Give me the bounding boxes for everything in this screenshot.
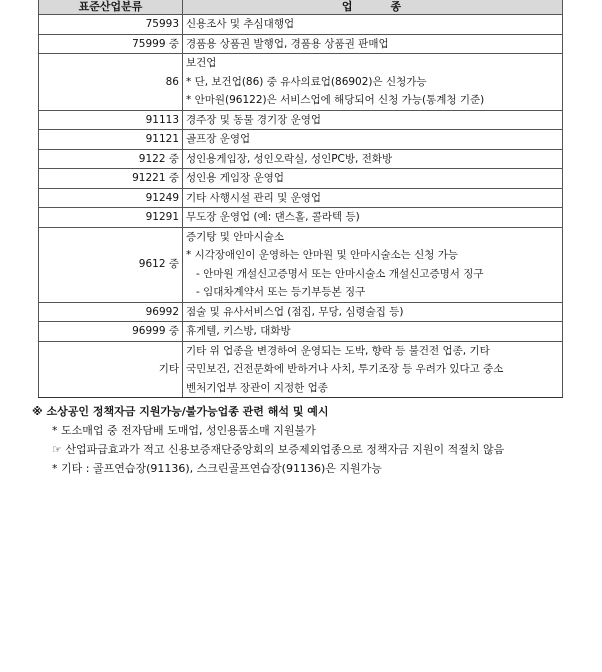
table-row [39,227,563,302]
business-type-cell [183,341,563,398]
table-row [39,302,563,322]
industry-code-cell: 96992 [39,302,183,322]
notes-section [32,402,572,478]
table-row [39,341,563,398]
business-type-cell [183,208,563,228]
business-type-cell [183,149,563,169]
business-line: 휴게텔, 키스방, 대화방 [186,325,291,337]
business-line: 성인용게임장, 성인오락실, 성인PC방, 전화방 [186,152,393,165]
business-type-cell [183,169,563,189]
business-line: 무도장 운영업 (예: 댄스홀, 콜라텍 등) [186,211,360,223]
industry-code-cell: 96999 중 [39,322,183,342]
business-type-cell [183,302,563,322]
table-header-row [39,0,563,15]
notes-item: ☞ 산업파급효과가 적고 신용보증재단중앙회의 보증제외업종으로 정책자금 지원이 적절치 않음 [52,443,505,456]
header-industry-code: 표준산업분류 [39,0,183,15]
industry-code-cell: 75999 중 [39,34,183,54]
business-type-cell [183,227,563,302]
business-type-cell [183,110,563,130]
industry-code-cell: 9612 중 [39,227,183,302]
business-line: 신용조사 및 추심대행업 [186,18,295,30]
industry-code-cell: 75993 [39,15,183,35]
table-row [39,208,563,228]
industry-code-cell: 91121 [39,130,183,150]
table-row [39,34,563,54]
business-line: * 안마원(96122)은 서비스업에 해당되어 신청 가능(통계청 기준) [186,94,485,106]
business-line: * 시각장애인이 운영하는 안마원 및 안마시술소는 신청 가능 [186,249,459,261]
business-line: 성인용 게임장 운영업 [186,172,284,184]
business-type-cell [183,15,563,35]
notes-item: * 도소매업 중 전자담배 도매업, 성인용품소매 지원불가 [52,424,316,437]
notes-heading: ※ 소상공인 정책자금 지원가능/불가능업종 관련 해석 및 예시 [32,405,329,418]
table-row [39,54,563,111]
business-line: 골프장 운영업 [186,133,251,145]
table-row [39,149,563,169]
business-type-cell [183,54,563,111]
business-line: - 안마원 개설신고증명서 또는 안마시술소 개설신고증명서 징구 [196,267,484,280]
business-type-cell [183,322,563,342]
business-line: 경주장 및 동물 경기장 운영업 [186,113,322,126]
business-line: 점술 및 유사서비스업 (점집, 무당, 심령술집 등) [186,305,404,318]
business-type-cell [183,188,563,208]
business-line: 기타 위 업종을 변경하여 운영되는 도박, 향락 등 불건전 업종, 기타 [186,344,490,357]
business-type-cell [183,130,563,150]
industry-code-cell: 91113 [39,110,183,130]
table-row [39,188,563,208]
business-line: 국민보건, 건전문화에 반하거나 사치, 투기조장 등 우려가 있다고 중소 [186,363,504,375]
industry-code-cell: 86 [39,54,183,111]
restricted-industry-table [38,0,563,398]
business-line: 벤처기업부 장관이 지정한 업종 [186,381,328,394]
business-line: * 단, 보건업(86) 중 유사의료업(86902)은 신청가능 [186,75,427,88]
industry-code-cell: 91249 [39,188,183,208]
table-row [39,322,563,342]
business-line: 기타 사행시설 관리 및 운영업 [186,191,322,204]
business-line: 증기탕 및 안마시술소 [186,230,284,243]
business-type-cell [183,34,563,54]
table-row [39,110,563,130]
table-row [39,169,563,189]
industry-code-cell: 91221 중 [39,169,183,189]
industry-code-cell: 기타 [39,341,183,398]
business-line: - 임대차계약서 또는 등기부등본 징구 [196,286,366,298]
industry-code-cell: 91291 [39,208,183,228]
header-business-type: 업종 [183,0,563,15]
table-row [39,15,563,35]
business-line: 보건업 [186,57,217,69]
industry-code-cell: 9122 중 [39,149,183,169]
table-row [39,130,563,150]
business-line: 경품용 상품권 발행업, 경품용 상품권 판매업 [186,37,389,50]
notes-item: * 기타 : 골프연습장(91136), 스크린골프연습장(91136)은 지원가능 [52,462,382,475]
